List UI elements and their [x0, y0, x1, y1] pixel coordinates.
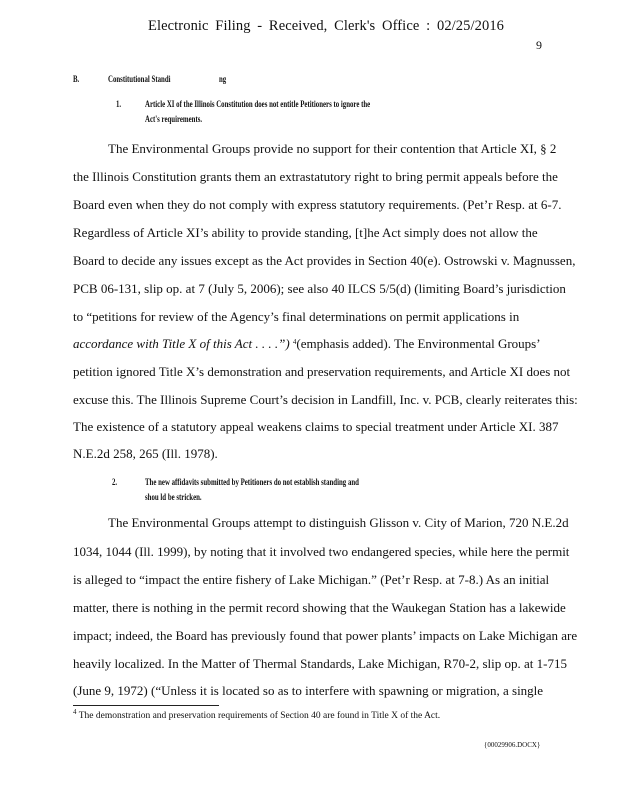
statutory-quote: accordance with Title X of this Act . . . .”) [73, 336, 293, 351]
para2-line: (June 9, 1972) (“Unless it is located so as to interfere with spawning or migration, a single [73, 683, 544, 698]
para2-line: The Environmental Groups attempt to distinguish Glisson v. City of Marion, 720 N.E.2d [108, 515, 569, 530]
para1-line: N.E.2d 258, 265 (Ill. 1978). [73, 446, 218, 461]
filing-header: Electronic Filing - Received, Clerk's Office : 02/25/2016 [148, 18, 505, 34]
section-title: Constitutional Standi [108, 75, 171, 85]
para1-line: The existence of a statutory appeal weakens claims to special treatment under Article XI. 387 [73, 419, 559, 434]
subheading-1-line1: Article XI of the Illinois Constitution does not entitle Petitioners to ignore the [145, 100, 371, 110]
document-id: {00029906.DOCX} [484, 741, 541, 749]
para1-line: Board to decide any issues except as the Act provides in Section 40(e). Ostrowski v. Magnussen, [73, 253, 576, 268]
subheading-2-line2: shou ld be stricken. [145, 493, 202, 503]
footnote-reference: 4 [292, 338, 297, 346]
para1-line: the Illinois Constitution grants them an extrastatutory right to bring permit appeals before the [73, 169, 558, 184]
footnote-text: The demonstration and preservation requirements of Section 40 are found in Title X of the Act. [78, 711, 441, 721]
footnote [73, 708, 441, 721]
subheading-1-number: 1. [116, 100, 122, 110]
para1-line: to “petitions for review of the Agency’s final determinations on permit applications in [73, 309, 520, 324]
para1-line: PCB 06-131, slip op. at 7 (July 5, 2006); see also 40 ILCS 5/5(d) (limiting Board’s jurisdiction [73, 281, 566, 296]
para1-line: Regardless of Article XI’s ability to provide standing, [t]he Act simply does not allow the [73, 225, 538, 240]
subheading-2-number: 2. [112, 478, 118, 488]
subheading-2-line1: The new affidavits submitted by Petitioners do not establish standing and [145, 478, 359, 488]
para2-line: impact; indeed, the Board has previously found that power plants’ impacts on Lake Michigan are [73, 628, 578, 643]
para2-line: matter, there is nothing in the permit record showing that the Waukegan Station has a lakewide [73, 600, 566, 615]
footnote-divider [73, 705, 219, 706]
para2-line: heavily localized. In the Matter of Thermal Standards, Lake Michigan, R70-2, slip op. at 1-715 [73, 656, 567, 671]
para1-line-with-footnote [73, 337, 541, 350]
subheading-1-line2: Act's requirements. [145, 115, 203, 125]
para1-line: The Environmental Groups provide no support for their contention that Article XI, § 2 [108, 141, 557, 156]
emphasis-note: (emphasis added). The Environmental Groups’ [296, 336, 541, 351]
footnote-number: 4 [73, 708, 77, 716]
section-letter: B. [73, 75, 80, 85]
para1-line: excuse this. The Illinois Supreme Court’s decision in Landfill, Inc. v. PCB, clearly reiterates this: [73, 392, 578, 407]
section-title-tail: ng [219, 75, 227, 85]
para2-line: 1034, 1044 (Ill. 1999), by noting that it involved two endangered species, while here the permit [73, 544, 570, 559]
page-number: 9 [536, 38, 542, 52]
para1-line: petition ignored Title X’s demonstration and preservation requirements, and Article XI does not [73, 364, 571, 379]
para2-line: is alleged to “impact the entire fishery of Lake Michigan.” (Pet’r Resp. at 7-8.) As an initial [73, 572, 550, 587]
para1-line: Board even when they do not comply with express statutory requirements. (Pet’r Resp. at 6-7. [73, 197, 562, 212]
